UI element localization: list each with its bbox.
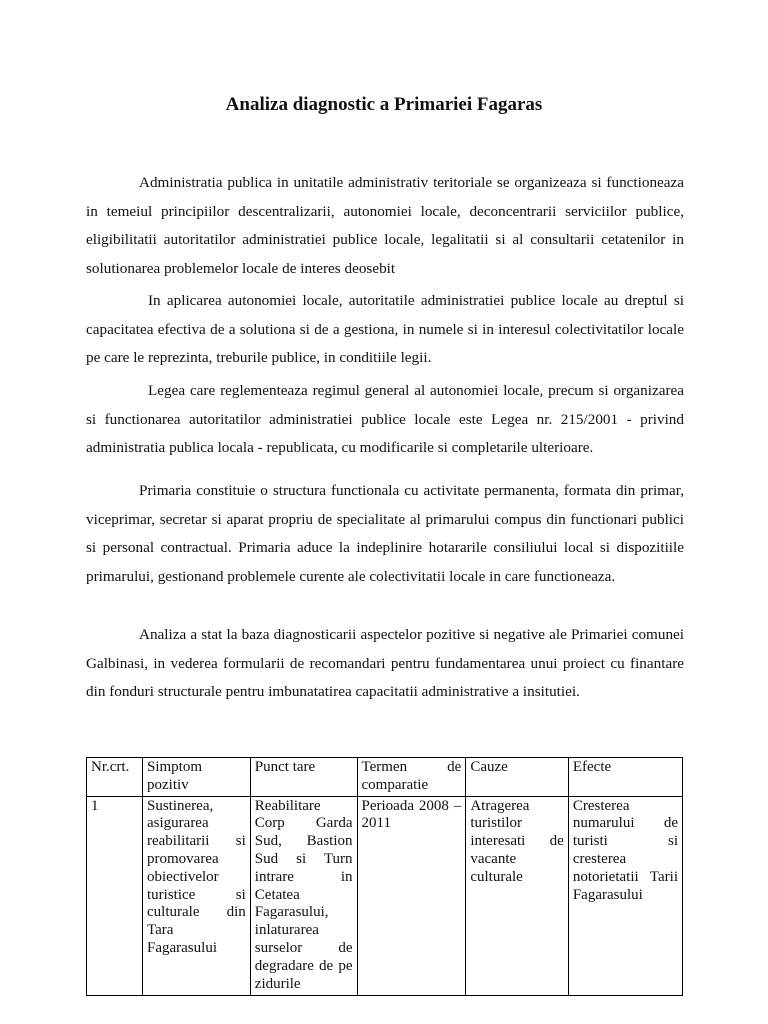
paragraph-4: Primaria constituie o structura functionala cu activitate permanenta, formata din primar, viceprimar, secretar si aparat propriu de specialitate al primarului compus din functionari publici si personal contractual. Primaria aduce la indeplinire hotararile consiliului local si dispozitiile primarului, gestionand problemele curente ale colectivitatii locale in care functioneaza. (86, 482, 684, 585)
cell-punct-tare: Reabilitare Corp Garda Sud, Bastion Sud si Turn intrare in Cetatea Fagarasului, inlaturarea surselor de degradare de pe zidurile (250, 796, 357, 995)
header-termen-comparatie: Termen de comparatie (357, 758, 466, 797)
diagnostic-table (86, 757, 683, 996)
header-nr-crt: Nr.crt. (87, 758, 143, 797)
table-row (87, 796, 683, 995)
paragraph-5: Analiza a stat la baza diagnosticarii aspectelor pozitive si negative ale Primariei comunei Galbinasi, in vederea formularii de recomandari pentru fundamentarea unui proiect cu finantare din fonduri structurale pentru imbunatatirea capacitatii administrative a insitutiei. (86, 626, 684, 700)
cell-nr-crt: 1 (87, 796, 143, 995)
cell-termen-comparatie: Perioada 2008 – 2011 (357, 796, 466, 995)
paragraph-1: Administratia publica in unitatile administrativ teritoriale se organizeaza si functioneaza in temeiul principiilor descentralizarii, autonomiei locale, deconcentrarii serviciilor publice, eligibilitatii autoritatilor administratiei publice locale, legalitatii si al consultarii cetatenilor in solutionarea problemelor locale de interes deosebit (86, 174, 684, 277)
paragraph-3: Legea care reglementeaza regimul general al autonomiei locale, precum si organizarea si functionarea autoritatilor administratiei publice locale este Legea nr. 215/2001 - privind administratia publica locala - republicata, cu modificarile si completarile ulterioare. (86, 382, 684, 456)
header-cauze: Cauze (466, 758, 569, 797)
paragraph-2: In aplicarea autonomiei locale, autoritatile administratiei publice locale au dreptul si capacitatea efectiva de a solutiona si de a gestiona, in numele si in interesul colectivitatilor locale pe care le reprezinta, treburile publice, in conditiile legii. (86, 292, 684, 366)
cell-simptom-pozitiv: Sustinerea, asigurarea reabilitarii si promovarea obiectivelor turistice si culturale din Tara Fagarasului (143, 796, 251, 995)
header-simptom-pozitiv: Simptom pozitiv (143, 758, 251, 797)
page-title: Analiza diagnostic a Primariei Fagaras (225, 94, 543, 115)
cell-efecte: Cresterea numarului de turisti si cresterea notorietatii Tarii Fagarasului (568, 796, 682, 995)
table-header-row (87, 758, 683, 797)
header-punct-tare: Punct tare (250, 758, 357, 797)
cell-cauze: Atragerea turistilor interesati de vacante culturale (466, 796, 569, 995)
header-efecte: Efecte (568, 758, 682, 797)
